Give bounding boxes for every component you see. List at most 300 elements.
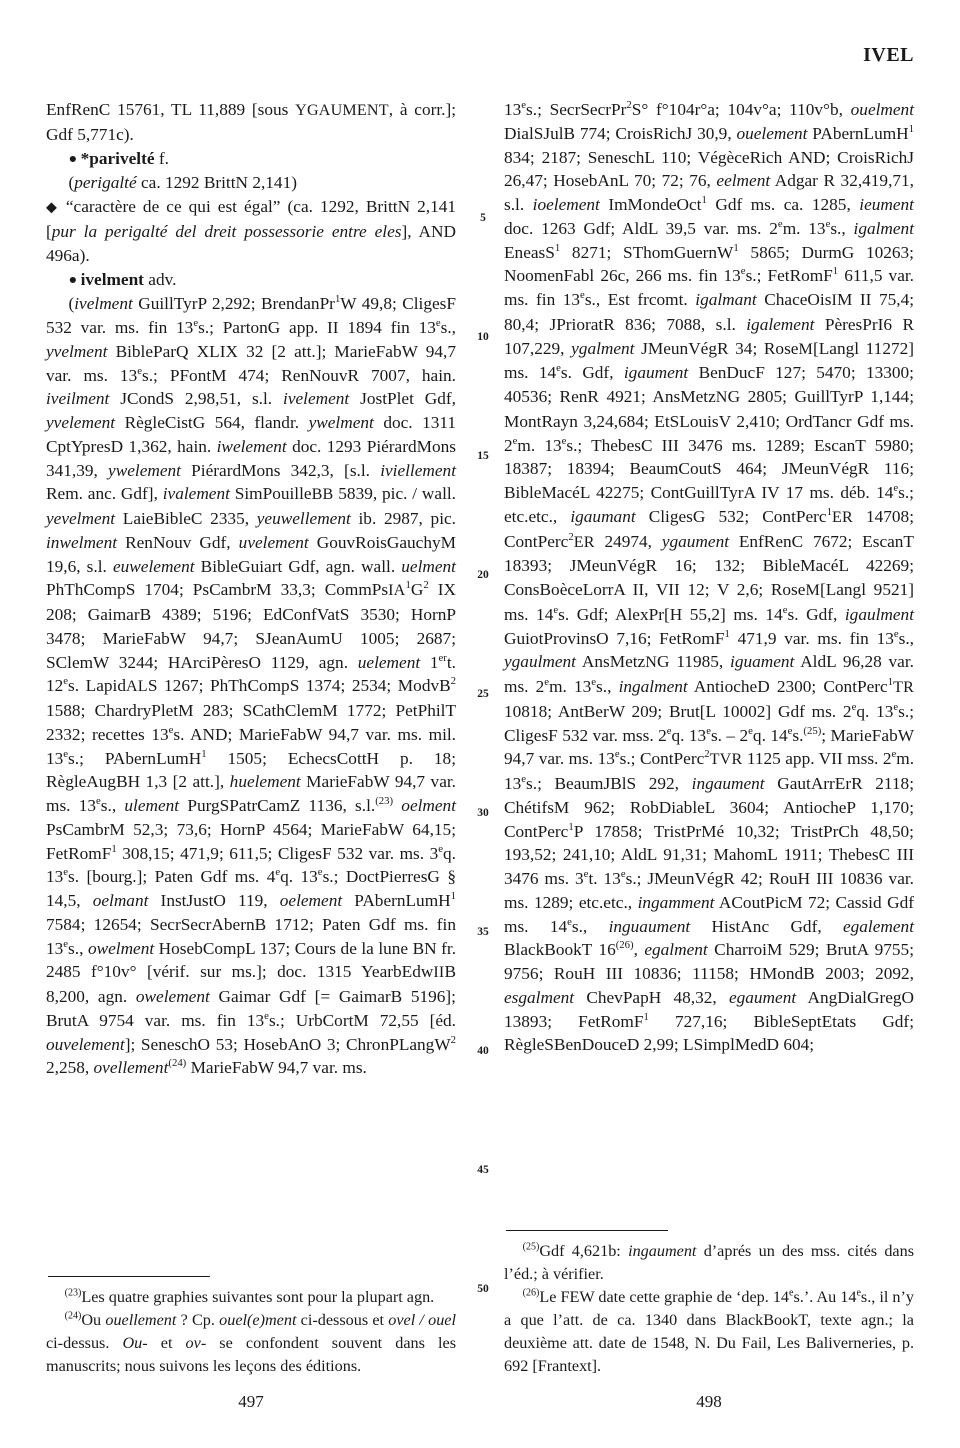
text-run: s. Gdf, — [787, 604, 845, 624]
superscript: 1 — [908, 122, 914, 135]
italic-form: ioelement — [532, 195, 600, 214]
text-run: s. Gdf, — [560, 363, 624, 383]
superscript: 1 — [643, 1010, 649, 1023]
superscript: 2 — [423, 579, 429, 592]
text-run: se confondent souvent dans les manuscrits; nous suivons les leçons des éditions. — [46, 1334, 456, 1375]
running-head: IVEL — [863, 44, 914, 66]
text-run: s.; PFontM 474; RenNouvR 7007, hain. — [141, 365, 456, 385]
text-run: 5839, pic. / wall. — [333, 484, 456, 504]
italic-form: iwelement — [216, 436, 287, 456]
text-run: ci-dessous et — [296, 1311, 389, 1329]
text-run: BibleGuiart Gdf, agn. wall. — [194, 556, 402, 576]
filled-diamond-icon: ◆ — [46, 199, 66, 216]
text-run: m. 13 — [504, 749, 915, 793]
superscript: e — [512, 434, 518, 447]
superscript: e — [706, 724, 711, 737]
superscript: 1 — [334, 293, 341, 306]
text-run: s., il n’y a que l’att. de ca. 1340 dans BlackBookT, texte agn.; la deuxième att. date de 1548, N. Du Fail, Les Baliverneries, p. 692 [Frantext]. — [504, 1288, 914, 1375]
text-run: s.; SecrSecrPr — [526, 100, 627, 119]
text-run: ChaceOis — [756, 290, 832, 309]
column-right — [504, 98, 914, 1057]
italic-form: perigalté — [74, 173, 137, 193]
text-run: q. 13 — [671, 725, 707, 745]
italic-form: iguament — [730, 652, 795, 672]
line-number: 5 — [480, 212, 486, 224]
text-run: PsCambrM 52,3; 73,6; HornP 4564; MarieFabW 64,15; FetRomF — [46, 819, 456, 863]
text-run: doc. 1293 PiérardMons 341,39, — [46, 436, 457, 480]
superscript: e — [168, 724, 174, 737]
text-run: Adgar R 32,419,71, s.l. — [504, 171, 914, 214]
text-run: Gdf ms. ca. 1285, — [706, 195, 860, 214]
superscript: 1 — [701, 194, 707, 207]
superscript: e — [63, 937, 69, 950]
text-run: s. — [792, 725, 804, 745]
text-run: 8271; SThomGuernW — [560, 242, 734, 262]
italic-form: ivalement — [162, 484, 230, 504]
text-run: GautArrErR 2118; ChétifsM 962; RobDiableL 3604; AntiocheP 1,170; ContPerc — [504, 774, 914, 841]
superscript: e — [193, 317, 199, 330]
superscript: e — [825, 217, 831, 230]
text-run: GuillTyrP 2,292; BrendanPr — [132, 294, 335, 314]
text-run: [Langl 9521] ms. 14 — [504, 580, 914, 624]
superscript: 1 — [724, 627, 730, 640]
italic-form: inwelment — [46, 532, 118, 552]
text-run: 7584; 12654; SecrSecrAbernB 1712; Paten Gdf ms. fin 13 — [46, 914, 456, 958]
text-run: s.; BeaumJB — [526, 774, 622, 793]
p-right-main — [504, 98, 914, 1057]
text-run: Gdf 4,621b: — [539, 1242, 629, 1260]
text-run: MarieFabW 94,7 var. ms. — [186, 1058, 367, 1078]
superscript: 1 — [450, 890, 456, 903]
text-run: AldL 96,28 var. ms. 2 — [504, 652, 914, 696]
superscript: e — [583, 868, 589, 881]
text-run: Ou — [81, 1311, 106, 1329]
superscript: (25) — [522, 1241, 540, 1253]
italic-form: ygaument — [661, 531, 730, 551]
text-run: BenDucF 127; 5470; 13300; 40536; RenR 4921; AnsMetz — [504, 363, 914, 406]
italic-form: yvelement — [46, 413, 116, 433]
text-run: M II 75,4; 80,4; JPrioratR 836; 7088, s.l. — [504, 290, 915, 334]
lemma: *parivelté — [80, 148, 155, 168]
superscript: e — [787, 724, 793, 737]
text-run: q. 14 — [752, 725, 788, 745]
superscript: e — [435, 317, 441, 330]
superscript: 2 — [450, 675, 456, 688]
line-number: 50 — [477, 1283, 489, 1295]
superscript: (25) — [803, 724, 822, 737]
superscript: e — [580, 289, 585, 302]
folio-right: 498 — [696, 1392, 722, 1411]
text-run: W 49,8; CligesF 532 var. ms. fin 13 — [46, 294, 456, 338]
p-enfrenc — [46, 98, 456, 147]
italic-form: euwelement — [112, 556, 195, 576]
column-right-body — [504, 98, 914, 1057]
text-run: s.; ThebesC III 3476 ms. 1289; EscanT 5980; 18387; 18394; BeaumCoutS 464; JMeunVégR 116; BibleMacéL 42275; ContGuillTyrA IV 17 ms. déb. 14 — [504, 435, 914, 502]
text-run: 1125 app. VII mss. 2 — [742, 749, 892, 769]
superscript: e — [544, 676, 550, 689]
italic-form: pur la perigalté del dreit possessorie entre eles — [51, 222, 402, 242]
text-run: s. [bourg.]; Paten Gdf ms. 4 — [68, 867, 276, 887]
italic-form: igaulment — [844, 604, 914, 624]
superscript: e — [748, 724, 753, 737]
superscript: e — [856, 1287, 861, 1299]
lemma: ivelment — [80, 269, 144, 289]
small-caps: N — [645, 654, 658, 672]
text-run: GouvRoisGauchyM 19,6, s.l. — [46, 532, 456, 576]
text-run: SimPouille — [229, 484, 312, 504]
superscript: e — [782, 603, 788, 616]
superscript: e — [740, 265, 746, 278]
italic-form: inguaument — [608, 916, 691, 936]
italic-form: ivelment — [74, 294, 133, 314]
line-number: 15 — [477, 450, 489, 462]
text-run: Gaimar Gdf [= GaimarB 5196]; BrutA 9754 var. ms. fin 13 — [46, 987, 456, 1030]
superscript: e — [137, 364, 142, 377]
text-run: ]; SeneschO 53; HosebAnO 3; ChronPLangW — [124, 1034, 451, 1054]
text-run: 2,258, — [46, 1058, 94, 1078]
fn-24 — [46, 1309, 456, 1378]
text-run: 5865; DurmG 10263; NoomenFabl 26c, 266 ms. fin 13 — [504, 242, 914, 286]
superscript: e — [567, 915, 572, 928]
text-run: et — [147, 1334, 186, 1352]
text-run: s.; ContPerc — [619, 749, 705, 769]
text-run: JMeunVégR 34; Rose — [634, 338, 799, 358]
text-run: [Langl 11272] ms. 14 — [504, 338, 915, 383]
superscript: e — [891, 748, 897, 761]
text-run: ca. 1292 BrittN 2,141) — [136, 173, 297, 193]
text-run: ( — [68, 294, 75, 314]
text-run: G — [410, 580, 424, 600]
text-run: s., Est frcomt. — [584, 290, 696, 309]
text-run: Rem. anc. Gdf], — [46, 484, 163, 504]
italic-form: Ou- — [122, 1334, 148, 1352]
italic-form: esgalment — [504, 987, 575, 1007]
text-run: ChevPapH 48,32, — [574, 987, 729, 1007]
italic-form: yvelment — [46, 341, 108, 361]
text-run: doc. 1263 Gdf; AldL 39,5 var. ms. 2 — [504, 218, 778, 238]
superscript: 1 — [832, 265, 839, 278]
small-caps: BB — [311, 486, 334, 504]
text-run: PèresPrI6 R 107,229, — [504, 314, 914, 358]
italic-form: ouelment — [850, 100, 915, 119]
text-run: ], AND 496a). — [46, 222, 456, 266]
superscript: e — [851, 700, 857, 713]
text-run: s. – 2 — [710, 725, 749, 745]
superscript: (24) — [64, 1310, 82, 1322]
text-run: , à corr.]; Gdf 5,771c). — [46, 100, 457, 144]
superscript: e — [63, 747, 69, 760]
small-caps: ER — [573, 533, 595, 551]
text-run: 1 — [420, 652, 439, 672]
italic-form: iveilment — [46, 389, 110, 409]
text-run: CligesG 532; ContPerc — [635, 506, 827, 526]
text-run: s.; CligesF 532 var. mss. 2 — [504, 701, 915, 745]
p-parivelte-head — [46, 147, 456, 172]
text-run: s.; JMeunVégR 42; RouH III 10836 var. ms. 1289; etc.etc., — [504, 869, 914, 912]
text-run: s.; DoctPierresG § 14,5, — [46, 867, 456, 911]
footnotes-right-body — [504, 1240, 914, 1378]
italic-form: igaument — [623, 363, 689, 383]
text-run: 471,9 var. ms. fin 13 — [729, 628, 894, 648]
text-run: 834; 2187; SeneschL 110; VégèceRich AND; CroisRichJ 26,47; HosebAnL 70; 72; 76, — [504, 147, 914, 191]
italic-form: igalment — [853, 218, 914, 238]
italic-form: egalement — [842, 916, 914, 936]
superscript: 1 — [568, 820, 574, 833]
text-run: AngDialGregO 13893; FetRomF — [504, 987, 915, 1031]
text-run: RenNouv Gdf, — [117, 532, 239, 552]
line-number-gutter — [470, 0, 496, 1448]
italic-form: ouellement — [105, 1311, 177, 1329]
text-run: RègleCistG 564, flandr. — [115, 413, 309, 433]
italic-form: egaument — [728, 987, 797, 1007]
text-run: , — [633, 940, 645, 960]
superscript: 1 — [405, 579, 411, 592]
text-run: ImMondeOct — [599, 195, 702, 214]
superscript: 1 — [111, 842, 117, 855]
text-run: AntiocheD 2300; ContPerc — [687, 677, 888, 696]
footnotes-left-body — [46, 1286, 456, 1378]
italic-form: egalment — [644, 940, 708, 960]
text-run: 10818; AntBerW 209; Brut[L 10002] Gdf ms. 2 — [504, 701, 852, 721]
text-run: s., — [68, 938, 88, 958]
fn-26 — [504, 1286, 914, 1378]
text-run: BibleParQ XLIX 32 [2 att.]; MarieFabW 94,7 var. ms. 13 — [46, 341, 456, 385]
footnotes-right — [504, 1230, 914, 1378]
italic-form: ivelement — [283, 389, 350, 409]
superscript: e — [893, 700, 899, 713]
superscript: 1 — [554, 241, 561, 254]
superscript: e — [561, 434, 567, 447]
text-run: s. Lapid — [68, 676, 126, 696]
text-run: “caractère de ce qui est égal” (ca. 1292, BrittN 2,141 [ — [46, 196, 456, 242]
text-run: s., — [100, 796, 125, 816]
superscript: (26) — [522, 1287, 540, 1299]
text-run: 13 — [504, 100, 522, 119]
italic-form: igalmant — [695, 290, 757, 309]
small-caps: N — [715, 389, 728, 406]
text-run: q. 13 — [46, 843, 456, 887]
small-caps: TR — [893, 679, 915, 696]
small-caps: M — [805, 582, 820, 599]
p-parivelte-forms — [46, 171, 456, 195]
text-run: PAbernLumH — [342, 891, 451, 911]
text-run: LaieBibleC 2335, — [115, 509, 257, 529]
italic-form: ingaument — [691, 774, 765, 793]
text-run: 14708; ContPerc — [504, 506, 914, 551]
footnote-rule-left — [48, 1276, 210, 1277]
text-run: PAbernLumH — [807, 123, 909, 143]
italic-form: ouelement — [736, 123, 808, 143]
italic-form: ouel(e)ment — [219, 1311, 297, 1329]
line-number: 30 — [477, 807, 489, 819]
italic-form: ulement — [124, 796, 180, 816]
italic-form: iviellement — [380, 460, 456, 480]
text-run: 727,16; BibleSeptEtats Gdf; RègleSBenDouceD 2,99; LSimplMedD 604; — [504, 1011, 914, 1055]
column-left-body — [46, 98, 456, 1080]
italic-form: uelment — [401, 556, 456, 576]
text-run: s.; etc.etc., — [504, 483, 914, 526]
superscript: e — [777, 217, 783, 230]
italic-form: ygaulment — [504, 652, 576, 672]
small-caps: IA — [388, 582, 406, 600]
text-run: B 8,200, agn. — [46, 962, 456, 1007]
text-run: EnfRenC 15761, TL 11,889 [sous — [46, 100, 296, 119]
text-run: t. 12 — [46, 652, 456, 696]
text-run: PhThCompS 1704; PsCambrM 33,3; CommPs — [46, 580, 389, 600]
italic-form: ovellement — [93, 1058, 169, 1078]
italic-form: uelement — [357, 652, 421, 672]
line-number: 45 — [477, 1164, 489, 1176]
text-run: BlackBookT 16 — [504, 940, 616, 960]
italic-form: uvelement — [238, 532, 309, 552]
text-run: HosebCompL 137; Cours de la lune BN fr. 2485 f°10v° [vérif. sur ms.]; doc. 1315 YearbEdw — [46, 938, 457, 982]
text-run: PiérardMons 342,3, [s.l. — [180, 460, 381, 480]
text-run: JostPlet Gdf, — [349, 389, 456, 409]
superscript: e — [521, 99, 527, 112]
small-caps: YGAUMENT — [295, 102, 389, 119]
small-caps: II — [433, 964, 445, 982]
italic-form: oelmant — [92, 891, 149, 911]
superscript: e — [789, 1287, 794, 1299]
text-run: l — [621, 774, 627, 793]
italic-form: ygalment — [571, 338, 635, 358]
italic-form: ieument — [859, 195, 914, 214]
superscript: e — [63, 675, 69, 688]
small-caps: AL — [126, 678, 148, 696]
text-run: GuiotProvinsO 7,16; FetRomF — [504, 628, 725, 648]
superscript: 1 — [887, 676, 894, 689]
text-run: ib. 2987, pic. — [350, 509, 456, 529]
italic-form: ingalment — [618, 677, 688, 696]
small-caps: ER — [831, 508, 853, 526]
superscript: e — [614, 748, 620, 761]
italic-form: ingamment — [637, 892, 715, 912]
text-run: EneasS — [504, 242, 555, 262]
text-run: s. Gdf; AlexPr[H 55,2] ms. 14 — [558, 604, 783, 624]
superscript: 1 — [733, 241, 739, 254]
text-run: q. 13 — [280, 867, 318, 887]
small-caps: M — [798, 340, 813, 358]
text-run: doc. 1311 CptYpresD 1,362, hain. — [46, 413, 456, 456]
text-run: ? Cp. — [176, 1311, 220, 1329]
text-run: m. 13 — [782, 218, 826, 238]
superscript: (23) — [375, 795, 394, 808]
text-run: S 1267; PhThCompS 1374; 2534; ModvB — [147, 676, 451, 696]
text-run: ci-dessus. — [46, 1334, 123, 1352]
italic-form: ouvelement — [46, 1034, 125, 1054]
line-number: 10 — [477, 331, 489, 343]
text-run: t. 13 — [588, 869, 621, 888]
column-left — [46, 98, 456, 1080]
superscript: e — [521, 773, 527, 786]
superscript: 2 — [626, 99, 632, 112]
text-run: CharroiM 529; BrutA 9755; 9756; RouH III 10836; 11158; HMondB 2003; 2092, — [504, 940, 914, 983]
text-run: HistAnc Gdf, — [690, 916, 843, 936]
superscript: 1 — [826, 505, 832, 518]
text-run: q. 13 — [856, 701, 894, 721]
superscript: e — [893, 627, 899, 640]
superscript: (24) — [168, 1057, 187, 1070]
footnotes-left — [46, 1276, 456, 1378]
italic-form: oelement — [279, 891, 343, 911]
fn-25 — [504, 1240, 914, 1286]
superscript: e — [438, 842, 444, 855]
italic-form: ov- — [185, 1334, 207, 1352]
text-run: s. AND; MarieFabW 94,7 var. ms. mil. 13 — [46, 724, 456, 768]
superscript: 2 — [704, 748, 710, 761]
p-parivelte-sense — [46, 195, 456, 268]
filled-circle-icon: ● — [68, 271, 81, 288]
superscript: e — [556, 362, 561, 375]
superscript: e — [553, 603, 559, 616]
text-run: InstJustO 119, — [148, 891, 280, 911]
superscript: (23) — [64, 1287, 82, 1299]
text-run: ; MarieFabW 94,7 var. ms. 13 — [504, 725, 915, 769]
text-run: 308,15; 471,9; 611,5; CligesF 532 var. ms. 3 — [116, 843, 439, 863]
footnote-rule-right — [506, 1230, 668, 1231]
italic-form: ingaument — [628, 1242, 697, 1260]
italic-form: eelment — [716, 171, 771, 191]
text-run: S 292, — [626, 774, 692, 793]
text-run: S° f°104r°a; 104v°a; 110v°b, — [631, 100, 851, 119]
text-run: JCondS 2,98,51, s.l. — [109, 389, 284, 409]
small-caps: I — [831, 292, 838, 309]
italic-form: igalement — [746, 314, 815, 334]
superscript: e — [317, 866, 323, 879]
italic-form: huelement — [229, 772, 301, 792]
text-run: ACoutPicM 72; Cassid Gdf ms. 14 — [504, 892, 914, 936]
text-run: Le FEW date cette graphie de ‘dep. 14 — [539, 1288, 790, 1306]
italic-form: owelment — [87, 938, 155, 958]
line-number: 40 — [477, 1045, 489, 1057]
line-number: 35 — [477, 926, 489, 938]
filled-circle-icon: ● — [68, 150, 81, 167]
text-run: m. 13 — [549, 677, 592, 696]
superscript: e — [620, 868, 626, 881]
italic-form: owelement — [135, 987, 210, 1007]
italic-form: oelment — [401, 796, 457, 816]
text-run: DialSJulB 774; CroisRichJ 30,9, — [504, 123, 737, 143]
text-run: EnfRenC 7672; EscanT 18393; JMeunVégR 16; 132; BibleMacéL 42269; ConsBoèceLorrA II, VII 12; V 2,6; Rose — [504, 531, 914, 599]
italic-form: igaumant — [570, 506, 636, 526]
small-caps: TVR — [709, 751, 743, 769]
text-run: s.; UrbCortM 72,55 [éd. — [268, 1010, 456, 1030]
text-run: f. — [154, 148, 169, 168]
italic-form: yevelment — [46, 509, 116, 529]
p-ivelment-forms — [46, 292, 456, 1080]
text-run: 611,5 var. ms. fin 13 — [504, 266, 914, 309]
text-run: s.’. Au 14 — [793, 1288, 857, 1306]
text-run: MarieFabW 94,7 var. ms. 13 — [46, 772, 456, 816]
text-run: s., — [571, 916, 609, 936]
text-run: ( — [68, 173, 75, 193]
superscript: e — [275, 866, 281, 879]
text-run: s., — [596, 677, 619, 696]
text-run: G 11985, — [657, 652, 731, 672]
text-run: s., — [898, 628, 914, 648]
line-number: 25 — [477, 688, 489, 700]
text-run: m. 13 — [517, 435, 562, 455]
text-run: AnsMetz — [576, 652, 646, 672]
superscript: e — [264, 1010, 269, 1023]
superscript: 1 — [201, 747, 207, 760]
p-ivelment-head — [46, 268, 456, 293]
italic-form: ywelment — [308, 413, 374, 433]
superscript: er — [438, 651, 447, 664]
superscript: e — [591, 676, 597, 689]
superscript: 2 — [450, 1033, 456, 1046]
text-run: 1588; ChardryPletM 283; SCathClemM 1772; PetPhilT 2332; recettes 13 — [46, 701, 456, 744]
